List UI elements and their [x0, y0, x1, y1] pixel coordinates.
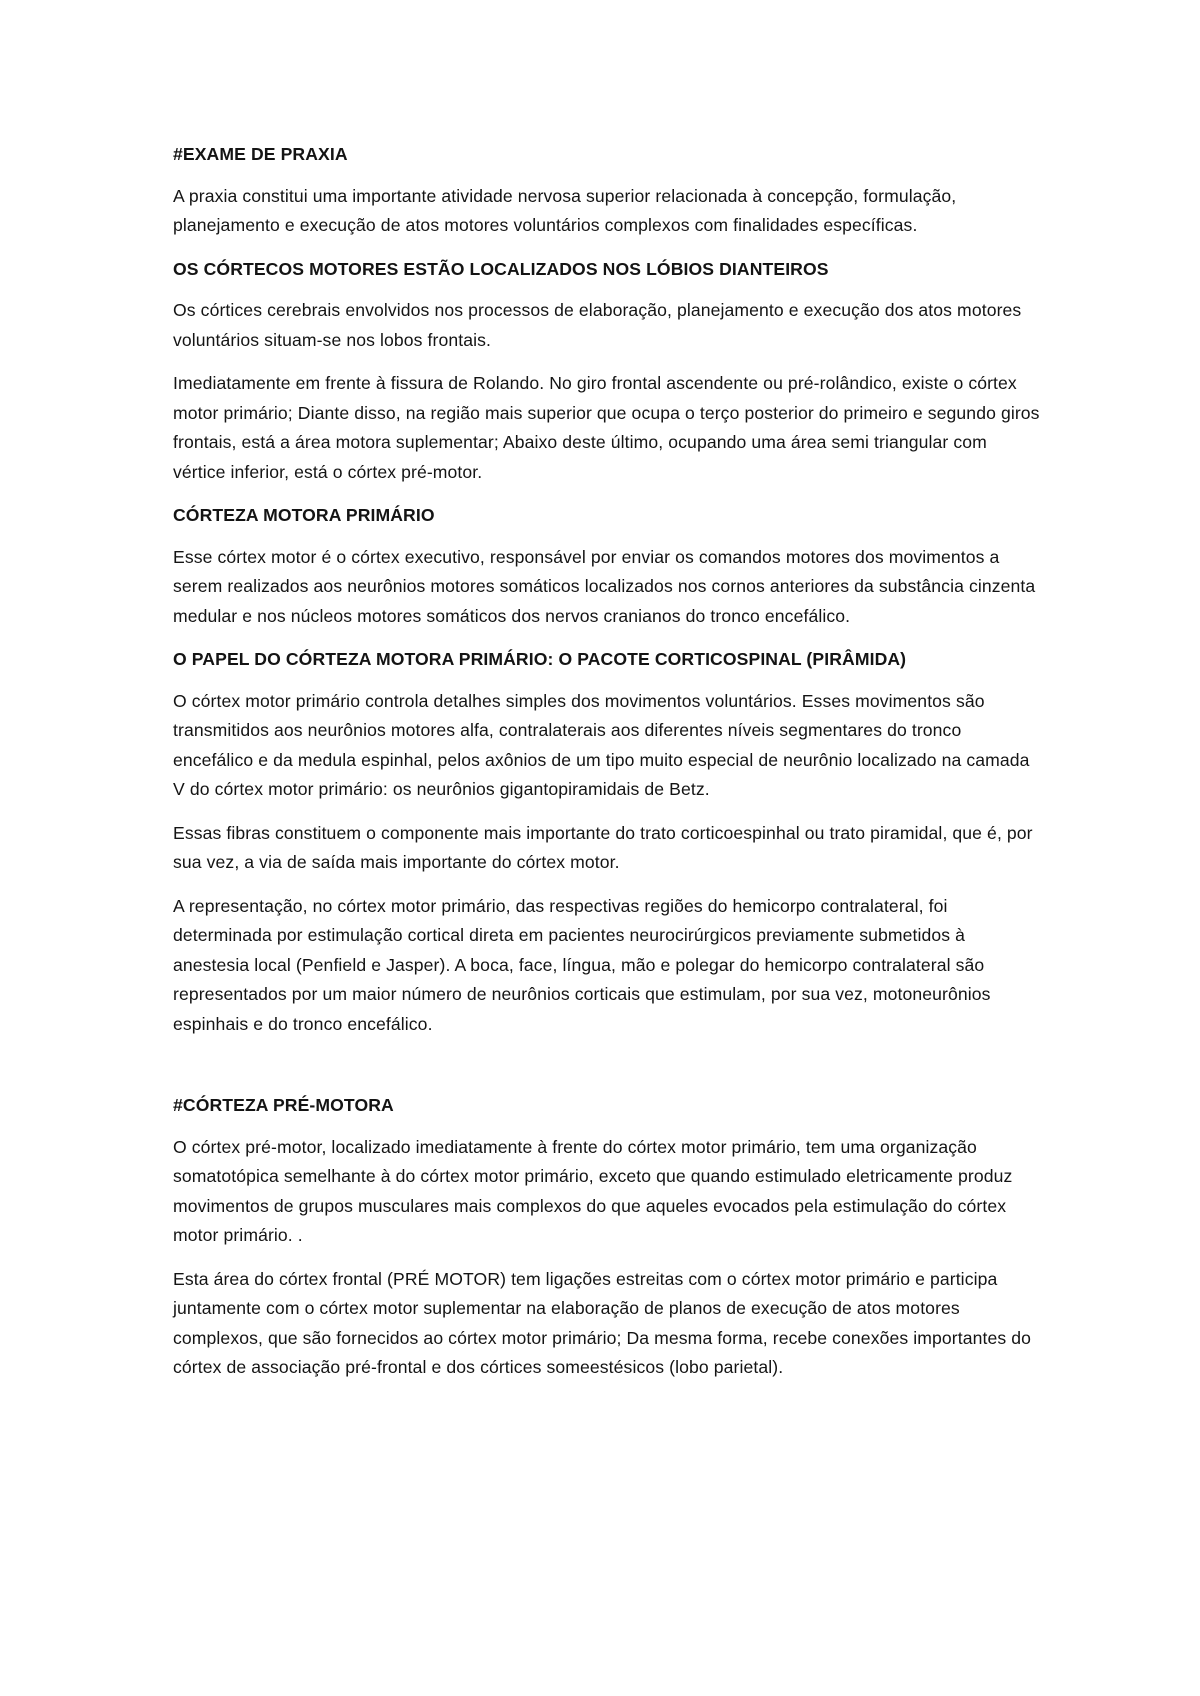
- section-heading-motor-cortices: OS CÓRTECOS MOTORES ESTÃO LOCALIZADOS NOS LÓBIOS DIANTEIROS: [173, 258, 829, 279]
- paragraph: Esta área do córtex frontal (PRÉ MOTOR) tem ligações estreitas com o córtex motor primário e participa juntamente com o córtex motor suplementar na elaboração de planos de execução de atos motores complexos, que são fornecidos ao córtex motor primário; Da mesma forma, recebe conexões importantes do córtex de associação pré-frontal e dos córtices someestésicos (lobo parietal).: [173, 1268, 1032, 1377]
- paragraph: Os córtices cerebrais envolvidos nos processos de elaboração, planejamento e execução dos atos motores voluntários situam-se nos lobos frontais.: [173, 300, 1022, 350]
- document-page: [173, 140, 1043, 1397]
- paragraph: A representação, no córtex motor primário, das respectivas regiões do hemicorpo contralateral, foi determinada por estimulação cortical direta em pacientes neurocirúrgicos previamente submetidos à anestesia local (Penfield e Jasper). A boca, face, língua, mão e polegar do hemicorpo contralateral são representados por um maior número de neurônios corticais que estimulam, por sua vez, motoneurônios espinhais e do tronco encefálico.: [173, 895, 991, 1034]
- paragraph: A praxia constitui uma importante atividade nervosa superior relacionada à concepção, formulação, planejamento e execução de atos motores voluntários complexos com finalidades específicas.: [173, 185, 957, 235]
- section-heading-corticospinal: O PAPEL DO CÓRTEZA MOTORA PRIMÁRIO: O PACOTE CORTICOSPINAL (PIRÂMIDA): [173, 649, 907, 669]
- section-spacer: [173, 1053, 1043, 1091]
- paragraph: Esse córtex motor é o córtex executivo, responsável por enviar os comandos motores dos movimentos a serem realizados aos neurônios motores somáticos localizados nos cornos anteriores da substância cinzenta medular e nos núcleos motores somáticos dos nervos cranianos do tronco encefálico.: [173, 546, 1036, 626]
- section-heading-premotor: #CÓRTEZA PRÉ-MOTORA: [173, 1095, 394, 1115]
- section-heading-praxia: #EXAME DE PRAXIA: [173, 144, 348, 164]
- paragraph: Imediatamente em frente à fissura de Rolando. No giro frontal ascendente ou pré-rolândico, existe o córtex motor primário; Diante disso, na região mais superior que ocupa o terço posterior do primeiro e segundo giros frontais, está a área motora suplementar; Abaixo deste último, ocupando uma área semi triangular com vértice inferior, está o córtex pré-motor.: [173, 373, 1040, 482]
- paragraph: O córtex motor primário controla detalhes simples dos movimentos voluntários. Esses movimentos são transmitidos aos neurônios motores alfa, contralaterais aos diferentes níveis segmentares do tronco encefálico e da medula espinhal, pelos axônios de um tipo muito especial de neurônio localizado na camada V do córtex motor primário: os neurônios gigantopiramidais de Betz.: [173, 690, 1030, 799]
- section-heading-primary-motor: CÓRTEZA MOTORA PRIMÁRIO: [173, 505, 435, 525]
- paragraph: Essas fibras constituem o componente mais importante do trato corticoespinhal ou trato piramidal, que é, por sua vez, a via de saída mais importante do córtex motor.: [173, 822, 1033, 872]
- paragraph: O córtex pré-motor, localizado imediatamente à frente do córtex motor primário, tem uma organização somatotópica semelhante à do córtex motor primário, exceto que quando estimulado eletricamente produz movimentos de grupos musculares mais complexos do que aqueles evocados pela estimulação do córtex motor primário. .: [173, 1136, 1013, 1245]
